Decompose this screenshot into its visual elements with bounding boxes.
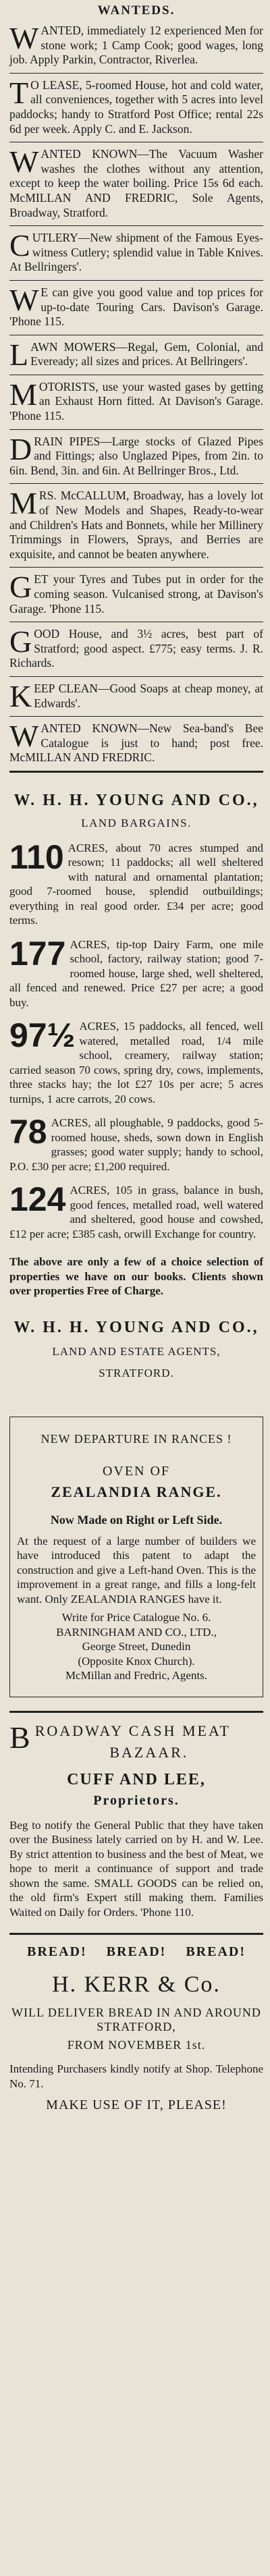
lot-acreage: 110 (9, 838, 64, 876)
ad-dropcap: K (9, 678, 32, 713)
range-advert (9, 1417, 263, 1697)
broadway-advert (9, 1711, 263, 1934)
range-tagline: Now Made on Right or Left Side. (50, 1512, 223, 1527)
ad-dropcap: M (9, 486, 37, 521)
range-addr2: George Street, Dunedin (82, 1640, 191, 1653)
broadway-dropcap: B (9, 1720, 32, 1755)
range-addr3: (Opposite Knox Church). (78, 1654, 195, 1668)
young-title: W. H. H. YOUNG AND CO., (14, 791, 259, 809)
lot-description: ACRES, tip-top Dairy Farm, one mile school, factory, railway station; good 7-roomed house, large shed, well sheltered, all fenced and renewed. Price £27 per acre; a good buy. (9, 937, 263, 1009)
range-body: At the request of a large number of builders we have introduced this patent to adapt the construction and give a Left-hand Oven. This is the improvement in a great range, and fills a long-felt want. Only ZEALANDIA RANGES have it. (17, 1534, 256, 1606)
ad-text: ANTED, immediately 12 experienced Men for stone work; 1 Camp Cook; good wages, long job. Apply Parkin, Contractor, Riverlea. (9, 24, 263, 67)
ad-text: OTORISTS, use your wasted gases by getting an Exhaust Horn fitted. At Davison's Garage. 'Phone 115. (9, 379, 263, 423)
ad-dropcap: W (9, 21, 39, 55)
ad-text: ET your Tyres and Tubes put in order for the coming season. Vulcanised strong, at Davison's Garage. 'Phone 115. (9, 572, 263, 615)
lot-description: ACRES, 105 in grass, balance in bush, good fences, metalled road, well watered and sheltered, good house and cowshed, £12 per acre; £385 cash, orwill Exchange for country. (9, 1184, 263, 1240)
young-footer-sub2: STRATFORD. (99, 1366, 174, 1379)
ad-dropcap: T (9, 75, 29, 110)
lot-acreage: 124 (9, 1180, 66, 1219)
bread-notice: Intending Purchasers kindly notify at Shop. Telephone No. 71. (9, 2062, 263, 2090)
ad-dropcap: L (9, 337, 29, 372)
young-footer-title: W. H. H. YOUNG AND CO., (14, 1318, 259, 1336)
broadway-bazaar: BAZAAR. (109, 1743, 189, 1761)
bread-delivery: WILL DELIVER BREAD IN AND AROUND STRATFORD, (11, 2006, 261, 2034)
broadway-proprietors: Proprietors. (93, 1792, 180, 1808)
classified-ad (9, 281, 263, 335)
land-lot (9, 934, 263, 1010)
range-headline: NEW DEPARTURE IN RANCES ! (40, 1431, 232, 1446)
young-subtitle: LAND BARGAINS. (81, 816, 192, 829)
broadway-body: Beg to notify the General Public that they have taken over the Business lately carried on by H. and W. Lee. By strict attention to business and the best of Meat, we hope to merit a continuance of support and trade shown the same. SMALL GOODS can be relied on, the old firm's Expert still making them. Families Waited on Daily for Orders. 'Phone 110. (9, 1818, 263, 1919)
land-lot (9, 1016, 263, 1106)
range-addr1: BARNINGHAM AND CO., LTD., (56, 1625, 217, 1639)
range-write: Write for Price Catalogue No. 6. (61, 1611, 211, 1624)
ad-dropcap: G (9, 570, 32, 605)
classified-ad (9, 484, 263, 568)
classified-ad (9, 677, 263, 717)
classified-ad (9, 142, 263, 226)
ad-text: UTLERY—New shipment of the Famous Eyes-witness Cutlery; splendid value in Table Knives. At Bellringers'. (9, 231, 263, 274)
lot-acreage: 97½ (9, 1016, 76, 1055)
classified-ad (9, 568, 263, 622)
ad-dropcap: W (9, 144, 39, 180)
classified-ad (9, 717, 263, 771)
ad-dropcap: C (9, 228, 30, 263)
masthead: WANTEDS. (97, 3, 176, 18)
ad-text: ANTED KNOWN—The Vacuum Washer washes the clothes without any attention, except to keep the water boiling. Price 15s 6d each. McMILLAN AND FREDRIC, Sole Agents, Broadway, Stratford. (9, 147, 263, 219)
bread-advert (9, 1933, 263, 2121)
range-oven-of: OVEN OF (102, 1463, 171, 1479)
bread-date: FROM NOVEMBER 1st. (67, 2038, 206, 2052)
young-footer-sub1: LAND AND ESTATE AGENTS, (52, 1344, 221, 1358)
land-lot (9, 1180, 263, 1241)
land-lot (9, 838, 263, 928)
lot-description: ACRES, about 70 acres stumped and resown; 11 paddocks; all well sheltered with natural and ornamental plantation; good 7-roomed house, splendid outbuildings; everything in real good order. £34 per acre; good terms. (9, 841, 263, 927)
broadway-heading-text: ROADWAY CASH MEAT (34, 1722, 231, 1739)
bread-headline: BREAD! BREAD! BREAD! (26, 1944, 246, 1960)
range-addr4: McMillan and Fredric, Agents. (65, 1669, 208, 1682)
ad-dropcap: W (9, 719, 39, 754)
ad-dropcap: M (9, 377, 37, 412)
young-advert (9, 771, 263, 1396)
classified-ad (9, 335, 263, 375)
ad-text: RAIN PIPES—Large stocks of Glazed Pipes and Fittings; also Unglazed Pipes, from 2in. to 6in. Bend, 3in. and 6in. At Bellringer Bros., Ltd. (9, 434, 263, 477)
broadway-owners: CUFF AND LEE, (67, 1770, 206, 1788)
ad-text: AWN MOWERS—Regal, Gem, Colonial, and Eveready; all sizes and prices. At Bellringers'. (30, 339, 263, 368)
lot-description: ACRES, all ploughable, 9 paddocks, good 5-roomed house, sheds, sown down in English grasses; good water supply; handy to school, P.O. £30 per acre; £1,200 required. (9, 1116, 263, 1173)
ad-text: E can give you good value and top prices for up-to-date Touring Cars. Davison's Garage. 'Phone 115. (9, 285, 263, 329)
ad-text: EEP CLEAN—Good Soaps at cheap money, at Edwards'. (34, 681, 263, 710)
land-lots (9, 838, 263, 1242)
ad-dropcap: W (9, 282, 39, 317)
ad-text: ANTED KNOWN—New Sea-band's Bee Catalogue is just to hand; post free. McMILLAN AND FREDRIC. (9, 721, 263, 765)
bread-closing: MAKE USE OF IT, PLEASE! (46, 2098, 227, 2113)
classified-ad (9, 226, 263, 281)
ad-text: RS. McCALLUM, Broadway, has a lovely lot of New Models and Shapes, Ready-to-wear and Children's Hats and Bonnets, while her Millinery Trimmings in Flowers, Sprays, and Berries are exquisite, and cannot be beaten anywhere. (9, 489, 263, 561)
lot-acreage: 78 (9, 1113, 47, 1151)
land-lot (9, 1113, 263, 1174)
ad-dropcap: D (9, 431, 32, 466)
bread-company: H. KERR & Co. (52, 1972, 221, 1998)
range-name: ZEALANDIA RANGE. (51, 1483, 222, 1500)
classified-ad (9, 19, 263, 74)
classified-ad (9, 430, 263, 485)
classified-ad (9, 375, 263, 430)
classified-ad (9, 622, 263, 677)
classified-ads (9, 19, 263, 771)
ad-text: OOD House, and 3½ acres, best part of Stratford; good aspect. £775; easy terms. J. R. Richards. (9, 627, 263, 670)
ad-text: O LEASE, 5-roomed House, hot and cold water, all conveniences, together with 5 acres into level paddocks; handy to Stratford Post Office; rental 22s 6d per week. Apply C. and E. Jackson. (9, 78, 263, 136)
ad-dropcap: G (9, 624, 32, 659)
classified-ad (9, 74, 263, 142)
young-note: The above are only a few of a choice selection of properties we have on our books. Clients shown over properties Free of Charge. (9, 1255, 263, 1298)
lot-description: ACRES, 15 paddocks, all fenced, well watered, metalled road, 1/4 mile school, creamery, railway station; carried season 70 cows, spring dry, cows, implements, three stacks hay; the lot £27 10s per acre; 5 acres turnips, 1 acre carrots, 20 cows. (9, 1020, 263, 1105)
lot-acreage: 177 (9, 934, 66, 972)
